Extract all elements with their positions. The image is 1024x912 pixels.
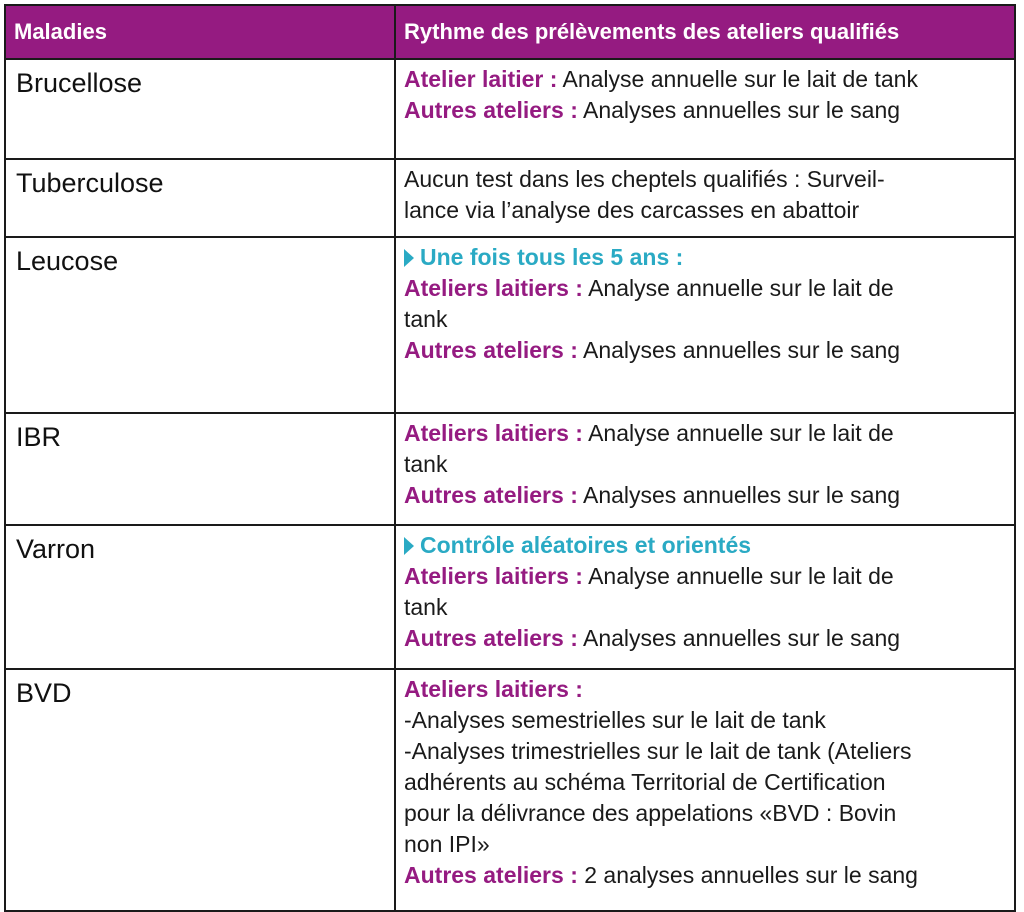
rhythm-line [404, 480, 1006, 511]
disease-name: Tuberculose [5, 159, 395, 237]
sampling-rhythm-cell [395, 159, 1015, 237]
disease-sampling-table [4, 4, 1016, 912]
rhythm-line [404, 592, 1006, 623]
rhythm-text: Analyses annuelles sur le sang [577, 337, 901, 363]
rhythm-line [404, 164, 1006, 195]
workshop-label: Autres ateliers : [404, 862, 578, 888]
header-rythme: Rythme des prélèvements des ateliers qualifiés [395, 5, 1015, 59]
triangle-bullet-icon [404, 537, 414, 555]
table-row [5, 59, 1015, 159]
disease-name: IBR [5, 413, 395, 525]
rhythm-line [404, 798, 1006, 829]
sampling-rhythm-cell [395, 59, 1015, 159]
rhythm-line [404, 64, 1006, 95]
workshop-label: Autres ateliers : [404, 97, 578, 123]
workshop-label: Autres ateliers : [404, 337, 578, 363]
rhythm-line [404, 674, 1006, 705]
rhythm-text: Analyse annuelle sur le lait de [582, 563, 894, 589]
rhythm-text: Analyse annuelle sur le lait de tank [557, 66, 918, 92]
rhythm-text: tank [404, 594, 448, 620]
rhythm-line [404, 449, 1006, 480]
rhythm-text: Analyses annuelles sur le sang [577, 97, 901, 123]
rhythm-text: Aucun test dans les cheptels qualifiés : Surveil- [404, 166, 885, 192]
table-row [5, 525, 1015, 669]
rhythm-text: -Analyses semestrielles sur le lait de tank [404, 707, 826, 733]
rhythm-text: Analyse annuelle sur le lait de [582, 420, 894, 446]
disease-name: Varron [5, 525, 395, 669]
triangle-bullet-icon [404, 249, 414, 267]
rhythm-line [404, 95, 1006, 126]
table-row [5, 413, 1015, 525]
rhythm-text: non IPI» [404, 831, 490, 857]
rhythm-text: -Analyses trimestrielles sur le lait de tank (Ateliers [404, 738, 912, 764]
rhythm-line [404, 829, 1006, 860]
frequency-highlight: Contrôle aléatoires et orientés [404, 530, 1006, 561]
table-row [5, 159, 1015, 237]
header-row [5, 5, 1015, 59]
rhythm-line [404, 418, 1006, 449]
workshop-label: Ateliers laitiers : [404, 563, 583, 589]
table-row [5, 237, 1015, 413]
header-maladies: Maladies [5, 5, 395, 59]
rhythm-line [404, 736, 1006, 767]
rhythm-line [404, 304, 1006, 335]
frequency-highlight: Une fois tous les 5 ans : [404, 242, 1006, 273]
rhythm-text: Analyse annuelle sur le lait de [582, 275, 894, 301]
rhythm-line [404, 705, 1006, 736]
workshop-label: Autres ateliers : [404, 625, 578, 651]
rhythm-text: pour la délivrance des appelations «BVD : Bovin [404, 800, 897, 826]
rhythm-line [404, 335, 1006, 366]
workshop-label: Autres ateliers : [404, 482, 578, 508]
sampling-rhythm-cell [395, 525, 1015, 669]
sampling-rhythm-cell [395, 413, 1015, 525]
disease-name: BVD [5, 669, 395, 911]
rhythm-line [404, 860, 1006, 891]
rhythm-text: tank [404, 451, 448, 477]
table-row [5, 669, 1015, 911]
sampling-rhythm-cell [395, 237, 1015, 413]
disease-name: Leucose [5, 237, 395, 413]
rhythm-line [404, 195, 1006, 226]
workshop-label: Atelier laitier : [404, 66, 558, 92]
rhythm-line [404, 561, 1006, 592]
rhythm-text: Analyses annuelles sur le sang [577, 625, 901, 651]
workshop-label: Ateliers laitiers : [404, 275, 583, 301]
rhythm-line [404, 623, 1006, 654]
sampling-rhythm-cell [395, 669, 1015, 911]
rhythm-text: adhérents au schéma Territorial de Certification [404, 769, 886, 795]
rhythm-line [404, 767, 1006, 798]
workshop-label: Ateliers laitiers : [404, 676, 583, 702]
rhythm-text: 2 analyses annuelles sur le sang [577, 862, 918, 888]
rhythm-text: tank [404, 306, 448, 332]
rhythm-text: lance via l’analyse des carcasses en abattoir [404, 197, 860, 223]
workshop-label: Ateliers laitiers : [404, 420, 583, 446]
rhythm-text: Analyses annuelles sur le sang [577, 482, 901, 508]
rhythm-line [404, 273, 1006, 304]
disease-name: Brucellose [5, 59, 395, 159]
